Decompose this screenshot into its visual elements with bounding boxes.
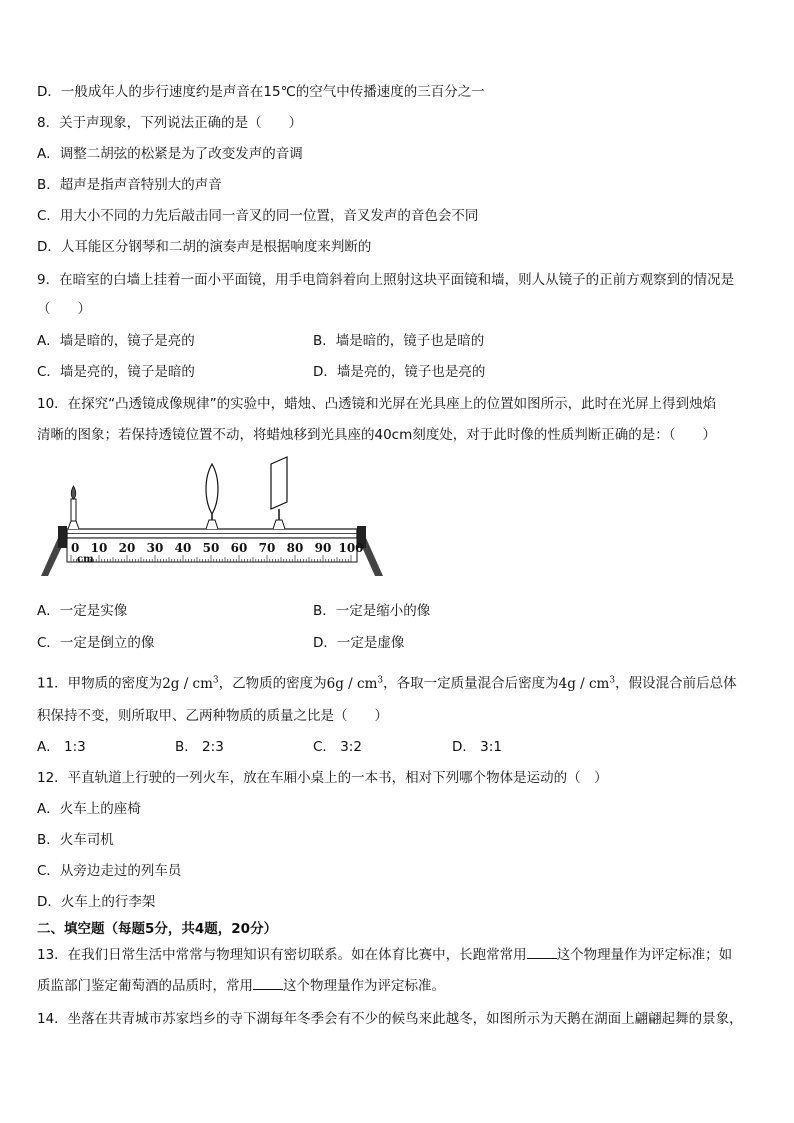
q9-option-b[interactable]: B．墙是暗的，镜子也是暗的 [313, 333, 485, 349]
q10-stem-line1: 10．在探究“凸透镜成像规律”的实验中，蜡烛、凸透镜和光屏在光具座上的位置如图所示，此时在光屏上得到烛焰 [37, 396, 717, 412]
q12-option-b[interactable]: B．火车司机 [37, 832, 114, 848]
scale-tick-label: 90 [314, 541, 332, 555]
q9-option-d[interactable]: D．墙是亮的，镜子也是亮的 [313, 364, 486, 380]
q8-option-b[interactable]: B．超声是指声音特别大的声音 [37, 177, 222, 193]
q7-option-d: D．一般成年人的步行速度约是声音在15℃的空气中传播速度的三百分之一 [37, 84, 485, 100]
scale-tick-label: 40 [174, 541, 192, 555]
q12-option-a[interactable]: A．火车上的座椅 [37, 801, 141, 817]
q13-line1: 13．在我们日常生活中常常与物理知识有密切联系。如在体育比赛中，长跑常常用 这个物理量作为评定标准；如 [37, 947, 733, 963]
scale-tick-label: 10 [90, 541, 108, 555]
q8-option-a[interactable]: A．调整二胡弦的松紧是为了改变发声的音调 [37, 146, 303, 162]
q11-stem-line2: 积保持不变，则所取甲、乙两种物质的质量之比是（ ） [37, 708, 388, 724]
scale-tick-label: 80 [286, 541, 304, 555]
q11-option-d[interactable]: D． 3:1 [452, 739, 502, 755]
q8-stem: 8．关于声现象，下列说法正确的是（ ） [37, 115, 303, 131]
q10-option-b[interactable]: B．一定是缩小的像 [313, 603, 431, 619]
scale-tick-label: 30 [146, 541, 164, 555]
q9-stem-line1: 9．在暗室的白墙上挂着一面小平面镜，用手电筒斜着向上照射这块平面镜和墙，则人从镜子的正前方观察到的情况是 [37, 272, 735, 288]
q13-blank-1[interactable] [527, 946, 557, 959]
q11-option-b[interactable]: B． 2:3 [175, 739, 224, 755]
q12-option-d[interactable]: D．火车上的行李架 [37, 894, 156, 910]
density-jia: $2g / cm^3$ [162, 675, 219, 692]
scale-tick-label: 20 [118, 541, 136, 555]
q11-stem-line1: 11．甲物质的密度为$2g / cm^3$，乙物质的密度为$6g / cm^3$，各取一定质量混合后密度为$4g / cm^3$，假设混合前后总体 [37, 675, 737, 692]
q9-option-a[interactable]: A．墙是暗的，镜子是亮的 [37, 333, 195, 349]
q10-option-a[interactable]: A．一定是实像 [37, 603, 128, 619]
scale-unit: cm [77, 554, 94, 565]
q12-stem: 12．平直轨道上行驶的一列火车，放在车厢小桌上的一本书，相对下列哪个物体是运动的（ ） [37, 770, 608, 786]
q11-option-a[interactable]: A． 1:3 [37, 739, 86, 755]
q9-stem-line2: （ ） [37, 301, 91, 317]
q13-line2: 质监部门鉴定葡萄酒的品质时，常用 这个物理量作为评定标准。 [37, 978, 445, 994]
optical-bench-figure [38, 456, 388, 582]
q11-option-c[interactable]: C． 3:2 [313, 739, 362, 755]
convex-lens [206, 464, 218, 529]
scale-tick-label: 100 [338, 541, 364, 555]
scale-tick-label: 60 [230, 541, 248, 555]
light-screen [271, 457, 287, 529]
scale-tick-label: 50 [202, 541, 220, 555]
density-yi: $6g / cm^3$ [326, 675, 384, 692]
q8-option-d[interactable]: D．人耳能区分钢琴和二胡的演奏声是根据响度来判断的 [37, 239, 372, 255]
q10-option-d[interactable]: D．一定是虚像 [313, 635, 405, 651]
q14-stem: 14．坐落在共青城市苏家垱乡的寺下湖每年冬季会有不少的候鸟来此越冬，如图所示为天鹅在湖面上翩翩起舞的景象， [37, 1011, 743, 1027]
section-heading-fill-blank: 二、填空题（每题5分，共4题，20分） [37, 921, 278, 937]
left-end-block [58, 526, 67, 548]
q13-blank-2[interactable] [253, 977, 283, 990]
scale-tick-label: 70 [258, 541, 276, 555]
q10-stem-line2: 清晰的图象；若保持透镜位置不动，将蜡烛移到光具座的40cm刻度处，对于此时像的性质判断正确的是：（ ） [37, 427, 716, 443]
q8-option-c[interactable]: C．用大小不同的力先后敲击同一音叉的同一位置，音叉发声的音色会不同 [37, 208, 479, 224]
scale-tick-label: 0 [71, 541, 80, 555]
q9-option-c[interactable]: C．墙是亮的，镜子是暗的 [37, 364, 195, 380]
q10-option-c[interactable]: C．一定是倒立的像 [37, 635, 155, 651]
candle [68, 486, 79, 529]
density-mix: $4g / cm^3$ [558, 675, 616, 692]
q12-option-c[interactable]: C．从旁边走过的列车员 [37, 863, 182, 879]
